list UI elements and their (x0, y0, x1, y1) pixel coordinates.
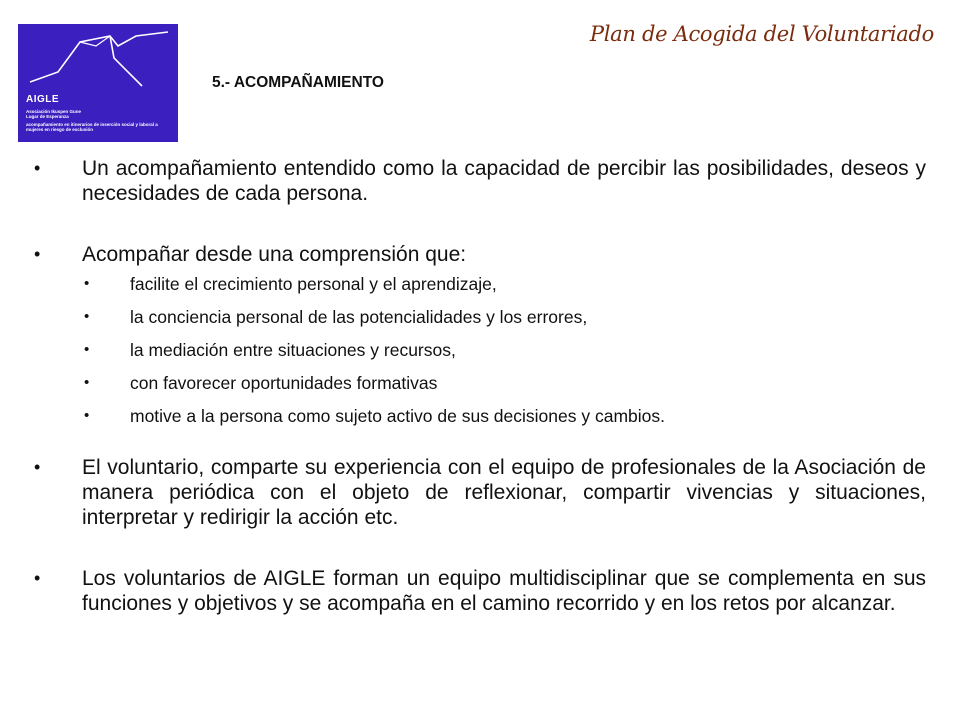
section-title: 5.- ACOMPAÑAMIENTO (212, 74, 384, 91)
logo-subtitle-2: Lugar de Esperanza (26, 114, 69, 119)
sub-bullet-item: • la mediación entre situaciones y recursos, (32, 339, 926, 361)
bullet-equipo: • Los voluntarios de AIGLE forman un equipo multidisciplinar que se complementa en sus funciones y objetivos y se acompaña en el camino recorrido y en los retos por alcanzar. (32, 566, 926, 616)
bullet-voluntario: • El voluntario, comparte su experiencia con el equipo de profesionales de la Asociación de manera periódica con el objeto de reflexionar, compartir vivencias y situaciones, interpretar y redirigir la acción etc. (32, 455, 926, 530)
aigle-logo (18, 24, 178, 142)
sub-bullet-item: • motive a la persona como sujeto activo de sus decisiones y cambios. (32, 405, 926, 427)
sub-bullet-item: • facilite el crecimiento personal y el aprendizaje, (32, 273, 926, 295)
sub-bullet-item: • la conciencia personal de las potencialidades y los errores, (32, 306, 926, 328)
sub-bullet-list (32, 273, 926, 427)
logo-tagline: acompañamiento en itinerarios de inserción social y laboral a mujeres en riesgo de exclusión (26, 122, 158, 132)
bullet-acompanamiento: • Un acompañamiento entendido como la capacidad de percibir las posibilidades, deseos y necesidades de cada persona. (32, 156, 926, 206)
bullet-comprension: • Acompañar desde una comprensión que: (32, 242, 926, 267)
sub-bullet-item: • con favorecer oportunidades formativas (32, 372, 926, 394)
slide-content (32, 156, 926, 616)
document-header-title: Plan de Acogida del Voluntariado (589, 22, 934, 46)
logo-name: AIGLE (26, 94, 60, 105)
logo-subtitle-1: Asociación Ikuspen Gune (26, 109, 82, 114)
